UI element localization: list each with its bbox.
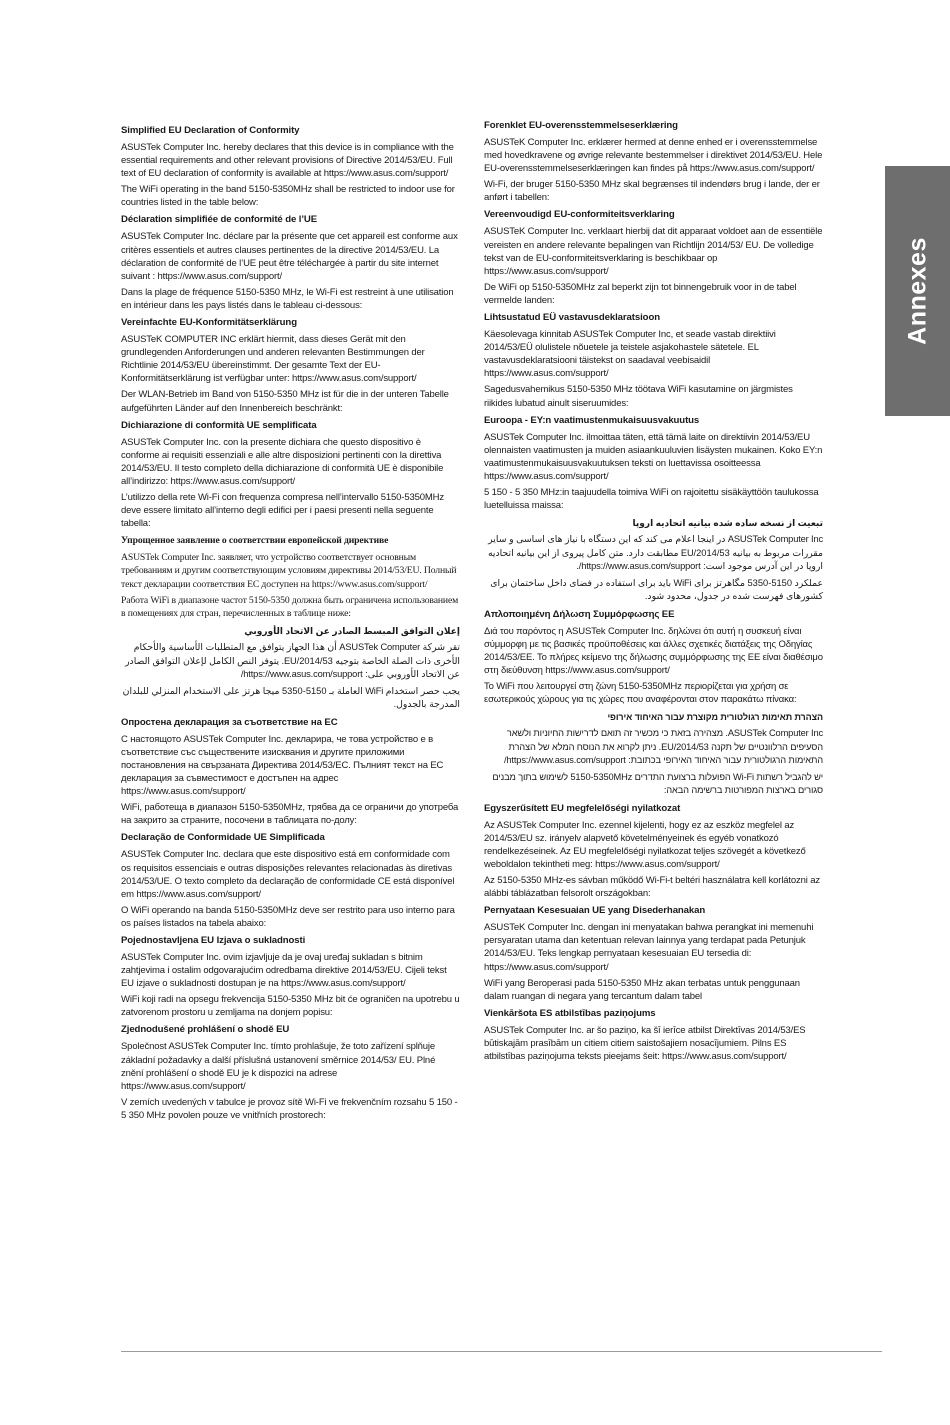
- declaration-section: [121, 125, 460, 209]
- section-paragraph: The WiFi operating in the band 5150-5350MHz shall be restricted to indoor use for countries listed in the table below:: [121, 184, 455, 209]
- section-paragraph: WiFi, работеща в диапазон 5150-5350MHz, трябва да се ограничи до употреба на закрито за страните, посочени в таблицата по-долу:: [121, 802, 459, 827]
- section-paragraph: L’utilizzo della rete Wi-Fi con frequenza compresa nell’intervallo 5150-5350MHz deve essere limitato all’interno degli edifici per i paesi presenti nella seguente tabella:: [121, 491, 444, 530]
- section-paragraph: Az ASUSTek Computer Inc. ezennel kijelenti, hogy ez az eszköz megfelel az 2014/53/EU sz. irányelv alapvető követelményeinek és egyéb vonatkozó rendelkezéseinek. Az EU megfelelőségi nyilatkozat teljes szövegét a következő weboldalon tekintheti meg: https://www.asus.com/support/: [484, 819, 806, 870]
- section-heading: Pernyataan Kesesuaian UE yang Disederhanakan: [484, 905, 706, 917]
- declaration-section: [121, 625, 460, 712]
- section-heading: Declaração de Conformidade UE Simplificada: [121, 832, 325, 844]
- section-paragraph: Az 5150-5350 MHz-es sávban működő Wi-Fi-t beltéri használatra kell korlátozni az alábbi táblázatban felsorolt országokban:: [484, 875, 820, 900]
- declaration-section: [484, 517, 823, 604]
- section-paragraph: Wi-Fi, der bruger 5150-5350 MHz skal begrænses til indendørs brug i lande, der er anført i tabellen:: [484, 179, 820, 204]
- declaration-section: [121, 535, 460, 620]
- section-paragraph: O WiFi operando na banda 5150-5350MHz deve ser restrito para uso interno para os países listados na tabela abaixo:: [121, 904, 455, 929]
- section-paragraph: ASUSTeK COMPUTER INC erklärt hiermit, dass dieses Gerät mit den grundlegenden Anforderungen und anderen relevanten Bestimmungen der Richtlinie 2014/53/EU übereinstimmt. Der gesamte Text der EU-Konformitätserklärung ist verfügbar unter: https://www.asus.com/support/: [121, 334, 425, 385]
- declaration-section: [484, 803, 823, 901]
- section-heading: Vienkāršota ES atbilstības paziņojums: [484, 1007, 656, 1019]
- section-paragraph: ASUSTeK Computer Inc. verklaart hierbij dat dit apparaat voldoet aan de essentiële vereisten en andere relevante bepalingen van Richtlijn 2014/53/ EU. De volledige tekst van de EU-conformiteitsverklaring is beschikbaar op https://www.asus.com/support/: [484, 226, 823, 277]
- section-heading: Vereenvoudigd EU-conformiteitsverklaring: [484, 209, 675, 221]
- section-heading: Dichiarazione di conformità UE semplificata: [121, 419, 317, 431]
- section-paragraph: С настоящото ASUSTek Computer Inc. декларира, че това устройство е в съответствие със съществените изисквания и другите приложими постановления на свързаната Директива 2014/53/ЕС. Пълният текст на ЕС декларация за съвместимост е достъпен на адрес https://www.asus.com/support/: [121, 733, 444, 798]
- section-heading: Déclaration simplifiée de conformité de l’UE: [121, 214, 318, 226]
- section-heading: Vereinfachte EU-Konformitätserklärung: [121, 317, 297, 329]
- section-paragraph: ASUSTeK Computer Inc. dengan ini menyatakan bahwa perangkat ini memenuhi persyaratan utama dan ketentuan relevan lainnya yang terdapat pada Petunjuk 2014/53/EU. Teks lengkap pernyataan kesesuaian EU tersedia di: https://www.asus.com/support/: [484, 922, 814, 973]
- section-heading: Zjednodušené prohlášení o shodě EU: [121, 1024, 290, 1036]
- section-paragraph: Dans la plage de fréquence 5150-5350 MHz, le Wi-Fi est restreint à une utilisation en intérieur dans les pays listés dans le tableau ci-dessous:: [121, 286, 454, 311]
- declaration-section: [121, 717, 460, 828]
- section-paragraph: Společnost ASUSTek Computer Inc. tímto prohlašuje, že toto zařízení splňuje základní požadavky a další příslušná ustanovení směrnice 2014/53/ EU. Plné znění prohlášení o shodě EU je k dispozici na adrese https://www.asus.com/support/: [121, 1041, 436, 1092]
- section-paragraph: ASUSTek Computer Inc. מצהירה בזאת כי מכשיר זה תואם לדרישות החיוניות ולשאר הסעיפים הרלוונטיים של תקנה 2014/53/EU. ניתן לקרוא את הנוסח המלא של הצהרת התאימות הרגולטורית עבור האיחוד האירופי בכתובת: https://www.asus.com/support/: [503, 728, 823, 766]
- section-heading: Egyszerűsített EU megfelelőségi nyilatkozat: [484, 802, 681, 814]
- declaration-section: [121, 420, 460, 531]
- section-paragraph: ASUSTek Computer Inc. con la presente dichiara che questo dispositivo è conforme ai requisiti essenziali e alle altre disposizioni pertinenti con la direttiva 2014/53/EU. Il testo completo della dichiarazione di conformità UE è disponibile all’indirizzo: https://www.asus.com/support/: [121, 436, 444, 487]
- declaration-section: [484, 312, 823, 410]
- section-heading: Simplified EU Declaration of Conformity: [121, 125, 300, 136]
- declaration-section: [121, 935, 460, 1019]
- section-paragraph: ASUSTek Computer Inc. declara que este dispositivo está em conformidade com os requisitos essenciais e outras disposições relevantes relacionadas às diretivas 2014/53/UE. O texto completo da declaração de conformidade CE está disponível em https://www.asus.com/support/: [121, 849, 455, 900]
- section-paragraph: WiFi koji radi na opsegu frekvencija 5150-5350 MHz bit će ograničen na upotrebu u zatvorenom prostoru u zemljama na donjem popisu:: [121, 994, 460, 1019]
- section-paragraph: Διά του παρόντος η ASUSTek Computer Inc. δηλώνει ότι αυτή η συσκευή είναι σύμμορφη με τις βασικές προϋποθέσεις και άλλες σχετικές διατάξεις της Οδηγίας 2014/53/ΕΕ. Το πλήρες κείμενο της δήλωσης συμμόρφωσης της ΕΕ είναι διαθέσιμο στη διεύθυνση https://www.asus.com/support/: [484, 625, 823, 676]
- section-paragraph: Der WLAN-Betrieb im Band von 5150-5350 MHz ist für die in der unteren Tabelle aufgeführten Länder auf den Innenbereich beschränkt:: [121, 389, 449, 414]
- declaration-section: [484, 120, 823, 204]
- section-paragraph: ASUSTek Computer Inc. ovim izjavljuje da je ovaj uređaj sukladan s bitnim zahtjevima i ostalim odgovarajućim odredbama direktive 2014/53/EU. Cijeli tekst EU izjave o sukladnosti dostupan je na https://www.asus.com/support/: [121, 951, 447, 990]
- section-paragraph: ASUSTek Computer Inc. ar šo paziņo, ka šī ierīce atbilst Direktīvas 2014/53/ES būtiskajām prasībām un citiem citiem saistošajiem nosacījumiem. Pilns ES atbilstības paziņojuma teksts pieejams šeit: https://www.asus.com/support/: [484, 1024, 806, 1063]
- section-paragraph: 5 150 - 5 350 MHz:in taajuudella toimiva WiFi on rajoitettu sisäkäyttöön taulukossa luetelluissa maissa:: [484, 486, 819, 512]
- section-paragraph: WiFi yang Beroperasi pada 5150-5350 MHz akan terbatas untuk penggunaan dalam ruangan di negara yang tercantum dalam tabel: [484, 977, 800, 1002]
- section-paragraph: تقر شركة ASUSTek Computer أن هذا الجهاز يتوافق مع المتطلبات الأساسية والأحكام الأخرى ذات الصلة الخاصة بتوجيه 2014/53/EU. يتوفر النص الكامل لإعلان التوافق الصادر عن الاتحاد الأوروبي على: https://www.asus.com/support/: [125, 642, 460, 680]
- section-paragraph: V zemích uvedených v tabulce je provoz sítě Wi-Fi ve frekvenčním rozsahu 5 150 - 5 350 MHz povolen pouze ve vnitřních prostorech:: [121, 1096, 458, 1121]
- section-heading: Euroopa - EY:n vaatimustenmukaisuusvakuutus: [484, 414, 700, 426]
- section-paragraph: יש להגביל רשתות Wi-Fi הפועלות ברצועת התדרים 5150-5350MHz לשימוש בתוך מבנים סגורים בארצות המפורטות ברשימה הבאה:: [492, 771, 823, 796]
- declaration-section: [121, 1024, 460, 1122]
- section-paragraph: Работа WiFi в диапазоне частот 5150-5350 должна быть ограничена использованием в помещениях для стран, перечисленных в таблице ниже:: [121, 594, 459, 620]
- annexes-side-tab: [885, 166, 950, 416]
- section-paragraph: ASUSTek Computer Inc. ilmoittaa täten, että tämä laite on direktiivin 2014/53/EU olennaisten vaatimusten ja muiden asiaankuuluvien lisäysten mukainen. Koko EY:n vaatimustenmukaisuusvakuutuksen teksti on luettavissa osoitteessa https://www.asus.com/support/: [484, 431, 823, 482]
- section-heading: تبعیت از نسخه ساده شده بیانیه اتحادیه اروپا: [632, 518, 823, 529]
- section-heading: הצהרת תאימות רגולטורית מקוצרת עבור האיחוד אירופי: [607, 712, 823, 723]
- section-paragraph: Το WiFi που λειτουργεί στη ζώνη 5150-5350MHz περιορίζεται για χρήση σε εσωτερικούς χώρους για τις χώρες που αναφέρονται στον παρακάτω πίνακα:: [484, 681, 797, 706]
- section-heading: إعلان التوافق المبسط الصادر عن الاتحاد الأوروبي: [244, 626, 460, 637]
- section-heading: Pojednostavljena EU Izjava o sukladnosti: [121, 934, 306, 946]
- section-heading: Опростена декларация за съответствие на ЕС: [121, 716, 338, 728]
- section-paragraph: ASUSTek Computer Inc. заявляет, что устройство соответствует основным требованиям и другим соответствующим условиям директивы 2014/53/EU. Полный текст декларации соответствия ЕС доступен на https://www.asus.com/support/: [121, 552, 457, 590]
- section-paragraph: ASUSTeK Computer Inc. erklærer hermed at denne enhed er i overensstemmelse med hovedkravene og øvrige relevante bestemmelser i direktivet 2014/53/EU. Hele EU-overensstemmelseserklæringen kan findes på https://www.asus.com/support/: [484, 137, 823, 175]
- declaration-section: [484, 609, 823, 707]
- section-paragraph: De WiFi op 5150-5350MHz zal beperkt zijn tot binnengebruik voor in de tabel vermelde landen:: [484, 281, 797, 306]
- section-paragraph: يجب حصر استخدام WiFi العاملة بـ 5150-5350 ميجا هرتز على الاستخدام المنزلي للبلدان المدرجة بالجدول.: [122, 685, 460, 710]
- section-paragraph: ASUSTek Computer Inc. hereby declares that this device is in compliance with the essential requirements and other relevant provisions of Directive 2014/53/EU. Full text of EU declaration of conformity is available at https://www.asus.com/support/: [121, 142, 454, 180]
- declaration-section: [484, 415, 823, 513]
- section-paragraph: ASUSTek Computer Inc در اینجا اعلام می کند که این دستگاه با نیاز های اساسی و سایر مقررات مربوط به بیانیه 2014/53/EU مطابقت دارد. متن کامل پیروی از این بیانیه اتحادیه اروپا در این آدرس موجود است: https://www.asus.com/support/.: [487, 534, 823, 572]
- declaration-section: [121, 317, 460, 415]
- section-paragraph: عملکرد 5150-5350 مگاهرتز برای WiFi باید برای استفاده در فضای داخل ساختمان برای کشورهای فهرست شده در جدول، محدود شود.: [490, 577, 823, 602]
- left-column: [121, 125, 460, 1127]
- declaration-section: [121, 832, 460, 930]
- section-heading: Lihtsustatud EÜ vastavusdeklaratsioon: [484, 312, 660, 324]
- section-paragraph: ASUSTek Computer Inc. déclare par la présente que cet appareil est conforme aux critères essentiels et autres clauses pertinentes de la directive 2014/53/EU. La déclaration de conformité de l’UE peut être téléchargée à partir du site internet suivant : https://www.asus.com/support/: [121, 231, 458, 282]
- declaration-section: [484, 209, 823, 307]
- side-tab-label: Annexes: [903, 237, 931, 345]
- right-column: [484, 120, 823, 1068]
- declaration-section: [121, 214, 460, 312]
- footer-divider: [121, 1351, 882, 1352]
- section-heading: Упрощенное заявление о соответствии европейской директиве: [121, 535, 389, 547]
- section-heading: Απλοποιημένη Δήλωση Συμμόρφωσης ΕΕ: [484, 608, 675, 620]
- declaration-section: [484, 711, 823, 798]
- declaration-section: [484, 1008, 823, 1063]
- section-paragraph: Sagedusvahemikus 5150-5350 MHz töötava WiFi kasutamine on järgmistes riikides lubatud ainult siseruumides:: [484, 384, 793, 409]
- declaration-section: [484, 905, 823, 1003]
- section-heading: Forenklet EU-overensstemmelseserklæring: [484, 120, 678, 131]
- section-paragraph: Käesolevaga kinnitab ASUSTek Computer Inc, et seade vastab direktiivi 2014/53/EÜ olulistele nõuetele ja teistele asjakohastele sätetele. EL vastavusdeklaratsiooni täistekst on saadaval veebisaidil https://www.asus.com/support/: [484, 329, 776, 380]
